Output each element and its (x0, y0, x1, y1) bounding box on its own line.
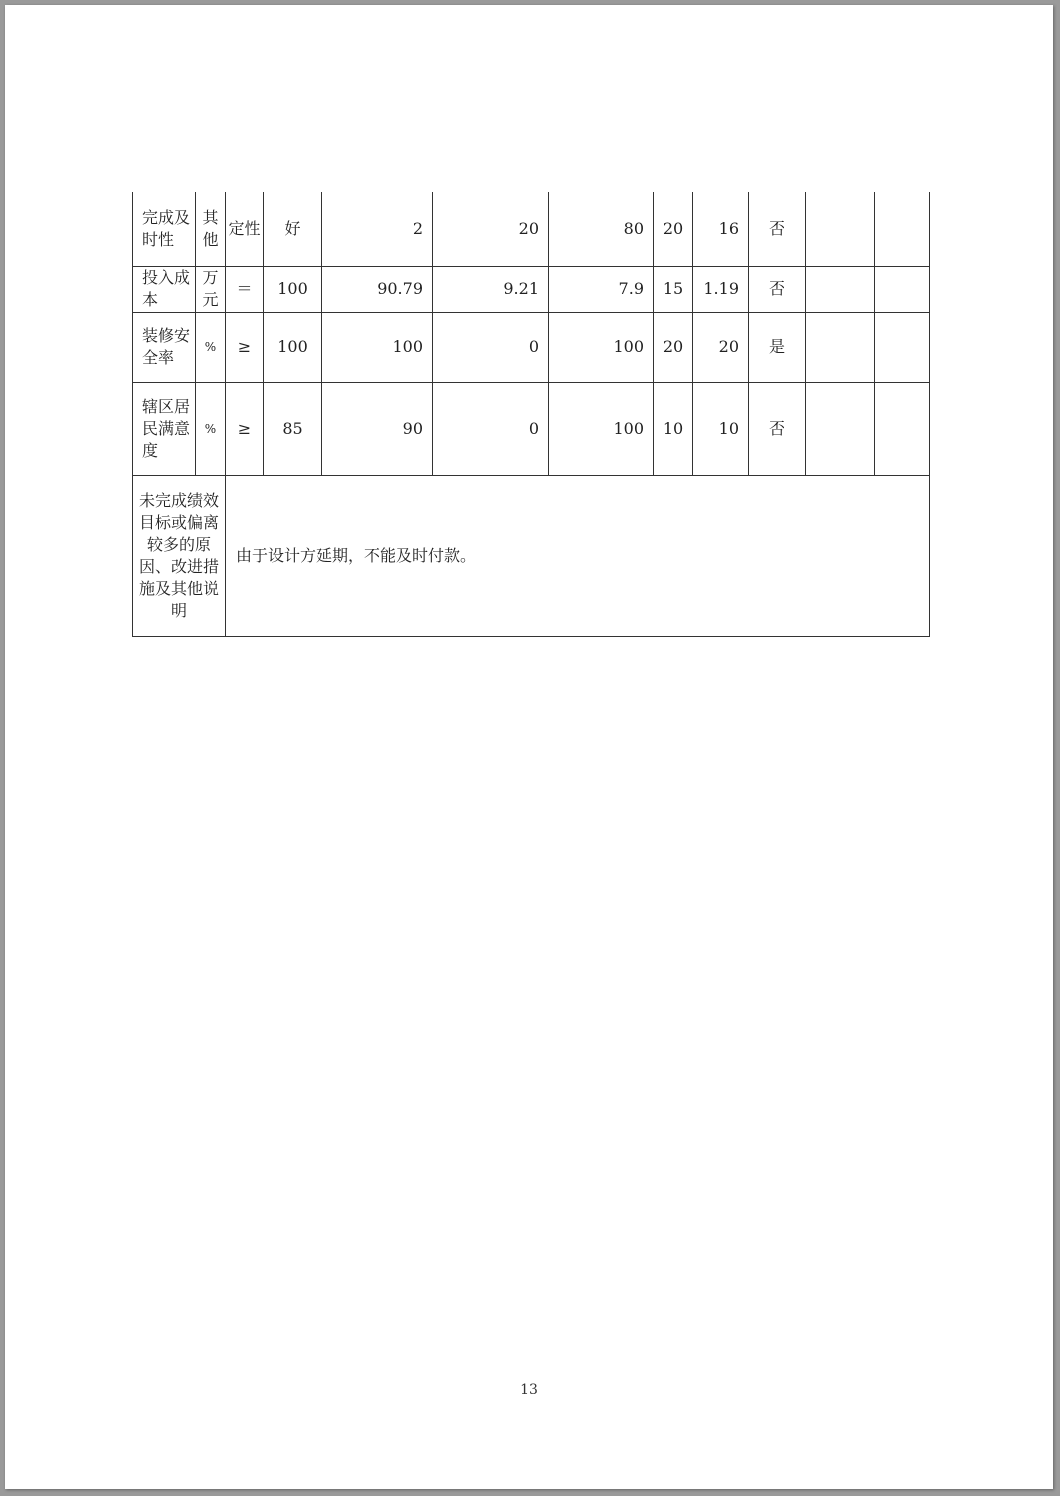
deviated-flag-cell: 是 (749, 312, 806, 382)
deviation-cell: 0 (433, 382, 549, 475)
extra-cell (875, 266, 930, 312)
table-row (133, 266, 930, 312)
deviation-cell: 20 (433, 192, 549, 266)
completion-rate-cell: 7.9 (549, 266, 654, 312)
extra-cell (875, 192, 930, 266)
indicator-name: 装修安全率 (133, 312, 196, 382)
weight-cell: 15 (654, 266, 693, 312)
table-row (133, 382, 930, 475)
operator-cell: ＝ (226, 266, 264, 312)
weight-cell: 10 (654, 382, 693, 475)
score-cell: 1.19 (693, 266, 749, 312)
operator-cell: 定性 (226, 192, 264, 266)
table-row (133, 192, 930, 266)
deviation-cell: 9.21 (433, 266, 549, 312)
unit-cell: % (196, 382, 226, 475)
indicator-name: 投入成本 (133, 266, 196, 312)
unit-cell: % (196, 312, 226, 382)
completion-rate-cell: 80 (549, 192, 654, 266)
target-cell: 100 (264, 312, 322, 382)
weight-cell: 20 (654, 312, 693, 382)
actual-cell: 90 (322, 382, 433, 475)
note-row (133, 475, 930, 636)
indicator-name: 完成及时性 (133, 192, 196, 266)
extra-cell (806, 312, 875, 382)
page-number: 13 (520, 1382, 538, 1398)
target-cell: 好 (264, 192, 322, 266)
completion-rate-cell: 100 (549, 312, 654, 382)
performance-table (132, 192, 930, 637)
deviated-flag-cell: 否 (749, 192, 806, 266)
actual-cell: 90.79 (322, 266, 433, 312)
extra-cell (875, 382, 930, 475)
weight-cell: 20 (654, 192, 693, 266)
deviated-flag-cell: 否 (749, 382, 806, 475)
table-row (133, 312, 930, 382)
score-cell: 10 (693, 382, 749, 475)
operator-cell: ≥ (226, 312, 264, 382)
note-label: 未完成绩效目标或偏离较多的原因、改进措施及其他说明 (133, 475, 226, 636)
completion-rate-cell: 100 (549, 382, 654, 475)
actual-cell: 2 (322, 192, 433, 266)
extra-cell (806, 266, 875, 312)
deviation-cell: 0 (433, 312, 549, 382)
document-page (5, 5, 1053, 1489)
unit-cell: 万元 (196, 266, 226, 312)
unit-cell: 其他 (196, 192, 226, 266)
operator-cell: ≥ (226, 382, 264, 475)
target-cell: 85 (264, 382, 322, 475)
deviated-flag-cell: 否 (749, 266, 806, 312)
extra-cell (806, 192, 875, 266)
indicator-name: 辖区居民满意度 (133, 382, 196, 475)
actual-cell: 100 (322, 312, 433, 382)
target-cell: 100 (264, 266, 322, 312)
extra-cell (806, 382, 875, 475)
extra-cell (875, 312, 930, 382)
score-cell: 16 (693, 192, 749, 266)
note-text: 由于设计方延期，不能及时付款。 (226, 475, 930, 636)
score-cell: 20 (693, 312, 749, 382)
